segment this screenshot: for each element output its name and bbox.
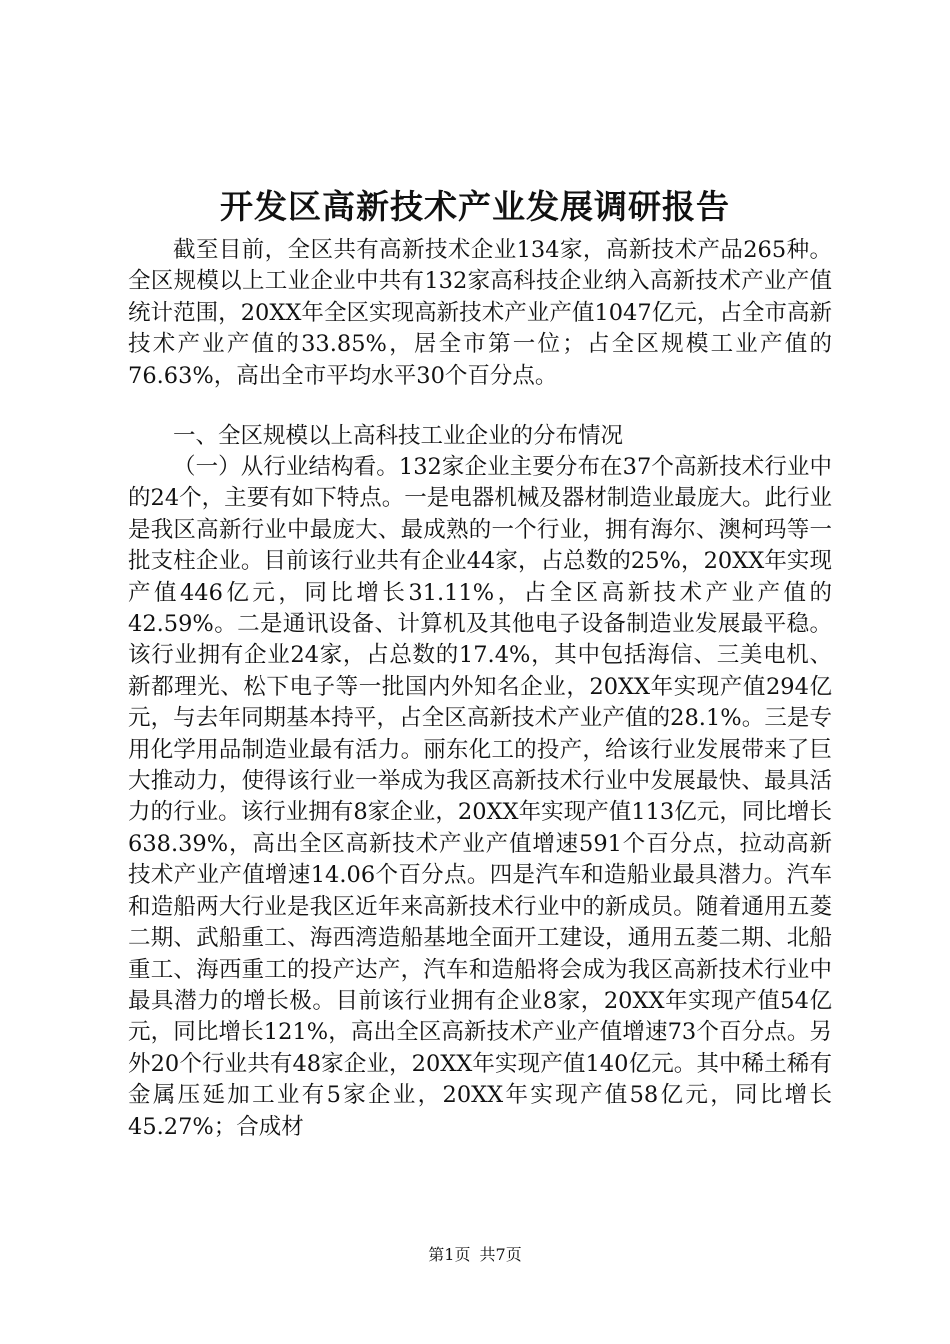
- intro-paragraph: 截至目前，全区共有高新技术企业134家，高新技术产品265种。全区规模以上工业企业中共有132家高科技企业纳入高新技术产业产值统计范围，20XX年全区实现高新技术产业产值1047亿元，占全市高新技术产业产值的33.85%，居全市第一位；占全区规模工业产值的76.63%，高出全市平均水平30个百分点。: [128, 237, 832, 389]
- document-title: 开发区高新技术产业发展调研报告: [220, 187, 730, 226]
- section-heading: 一、全区规模以上高科技工业企业的分布情况: [173, 423, 624, 449]
- total-pages: 共7页: [479, 1245, 522, 1264]
- page-number: 第1页: [428, 1245, 471, 1264]
- page-footer: [0, 1244, 950, 1266]
- industry-structure-paragraph: （一）从行业结构看。132家企业主要分布在37个高新技术行业中的24个，主要有如下特点。一是电器机械及器材制造业最庞大。此行业是我区高新行业中最庞大、最成熟的一个行业，拥有海尔、澳柯玛等一批支柱企业。目前该行业共有企业44家，占总数的25%，20XX年实现产值446亿元，同比增长31.11%，占全区高新技术产业产值的42.59%。二是通讯设备、计算机及其他电子设备制造业发展最平稳。该行业拥有企业24家，占总数的17.4%，其中包括海信、三美电机、新都理光、松下电子等一批国内外知名企业，20XX年实现产值294亿元，与去年同期基本持平，占全区高新技术产业产值的28.1%。三是专用化学用品制造业最有活力。丽东化工的投产，给该行业发展带来了巨大推动力，使得该行业一举成为我区高新技术行业中发展最快、最具活力的行业。该行业拥有8家企业，20XX年实现产值113亿元，同比增长638.39%，高出全区高新技术产业产值增速591个百分点，拉动高新技术产业产值增速14.06个百分点。四是汽车和造船业最具潜力。汽车和造船两大行业是我区近年来高新技术行业中的新成员。随着通用五菱二期、武船重工、海西湾造船基地全面开工建设，通用五菱二期、北船重工、海西重工的投产达产，汽车和造船将会成为我区高新技术行业中最具潜力的增长极。目前该行业拥有企业8家，20XX年实现产值54亿元，同比增长121%，高出全区高新技术产业产值增速73个百分点。另外20个行业共有48家企业，20XX年实现产值140亿元。其中稀土稀有金属压延加工业有5家企业，20XX年实现产值58亿元，同比增长45.27%；合成材: [128, 454, 832, 1140]
